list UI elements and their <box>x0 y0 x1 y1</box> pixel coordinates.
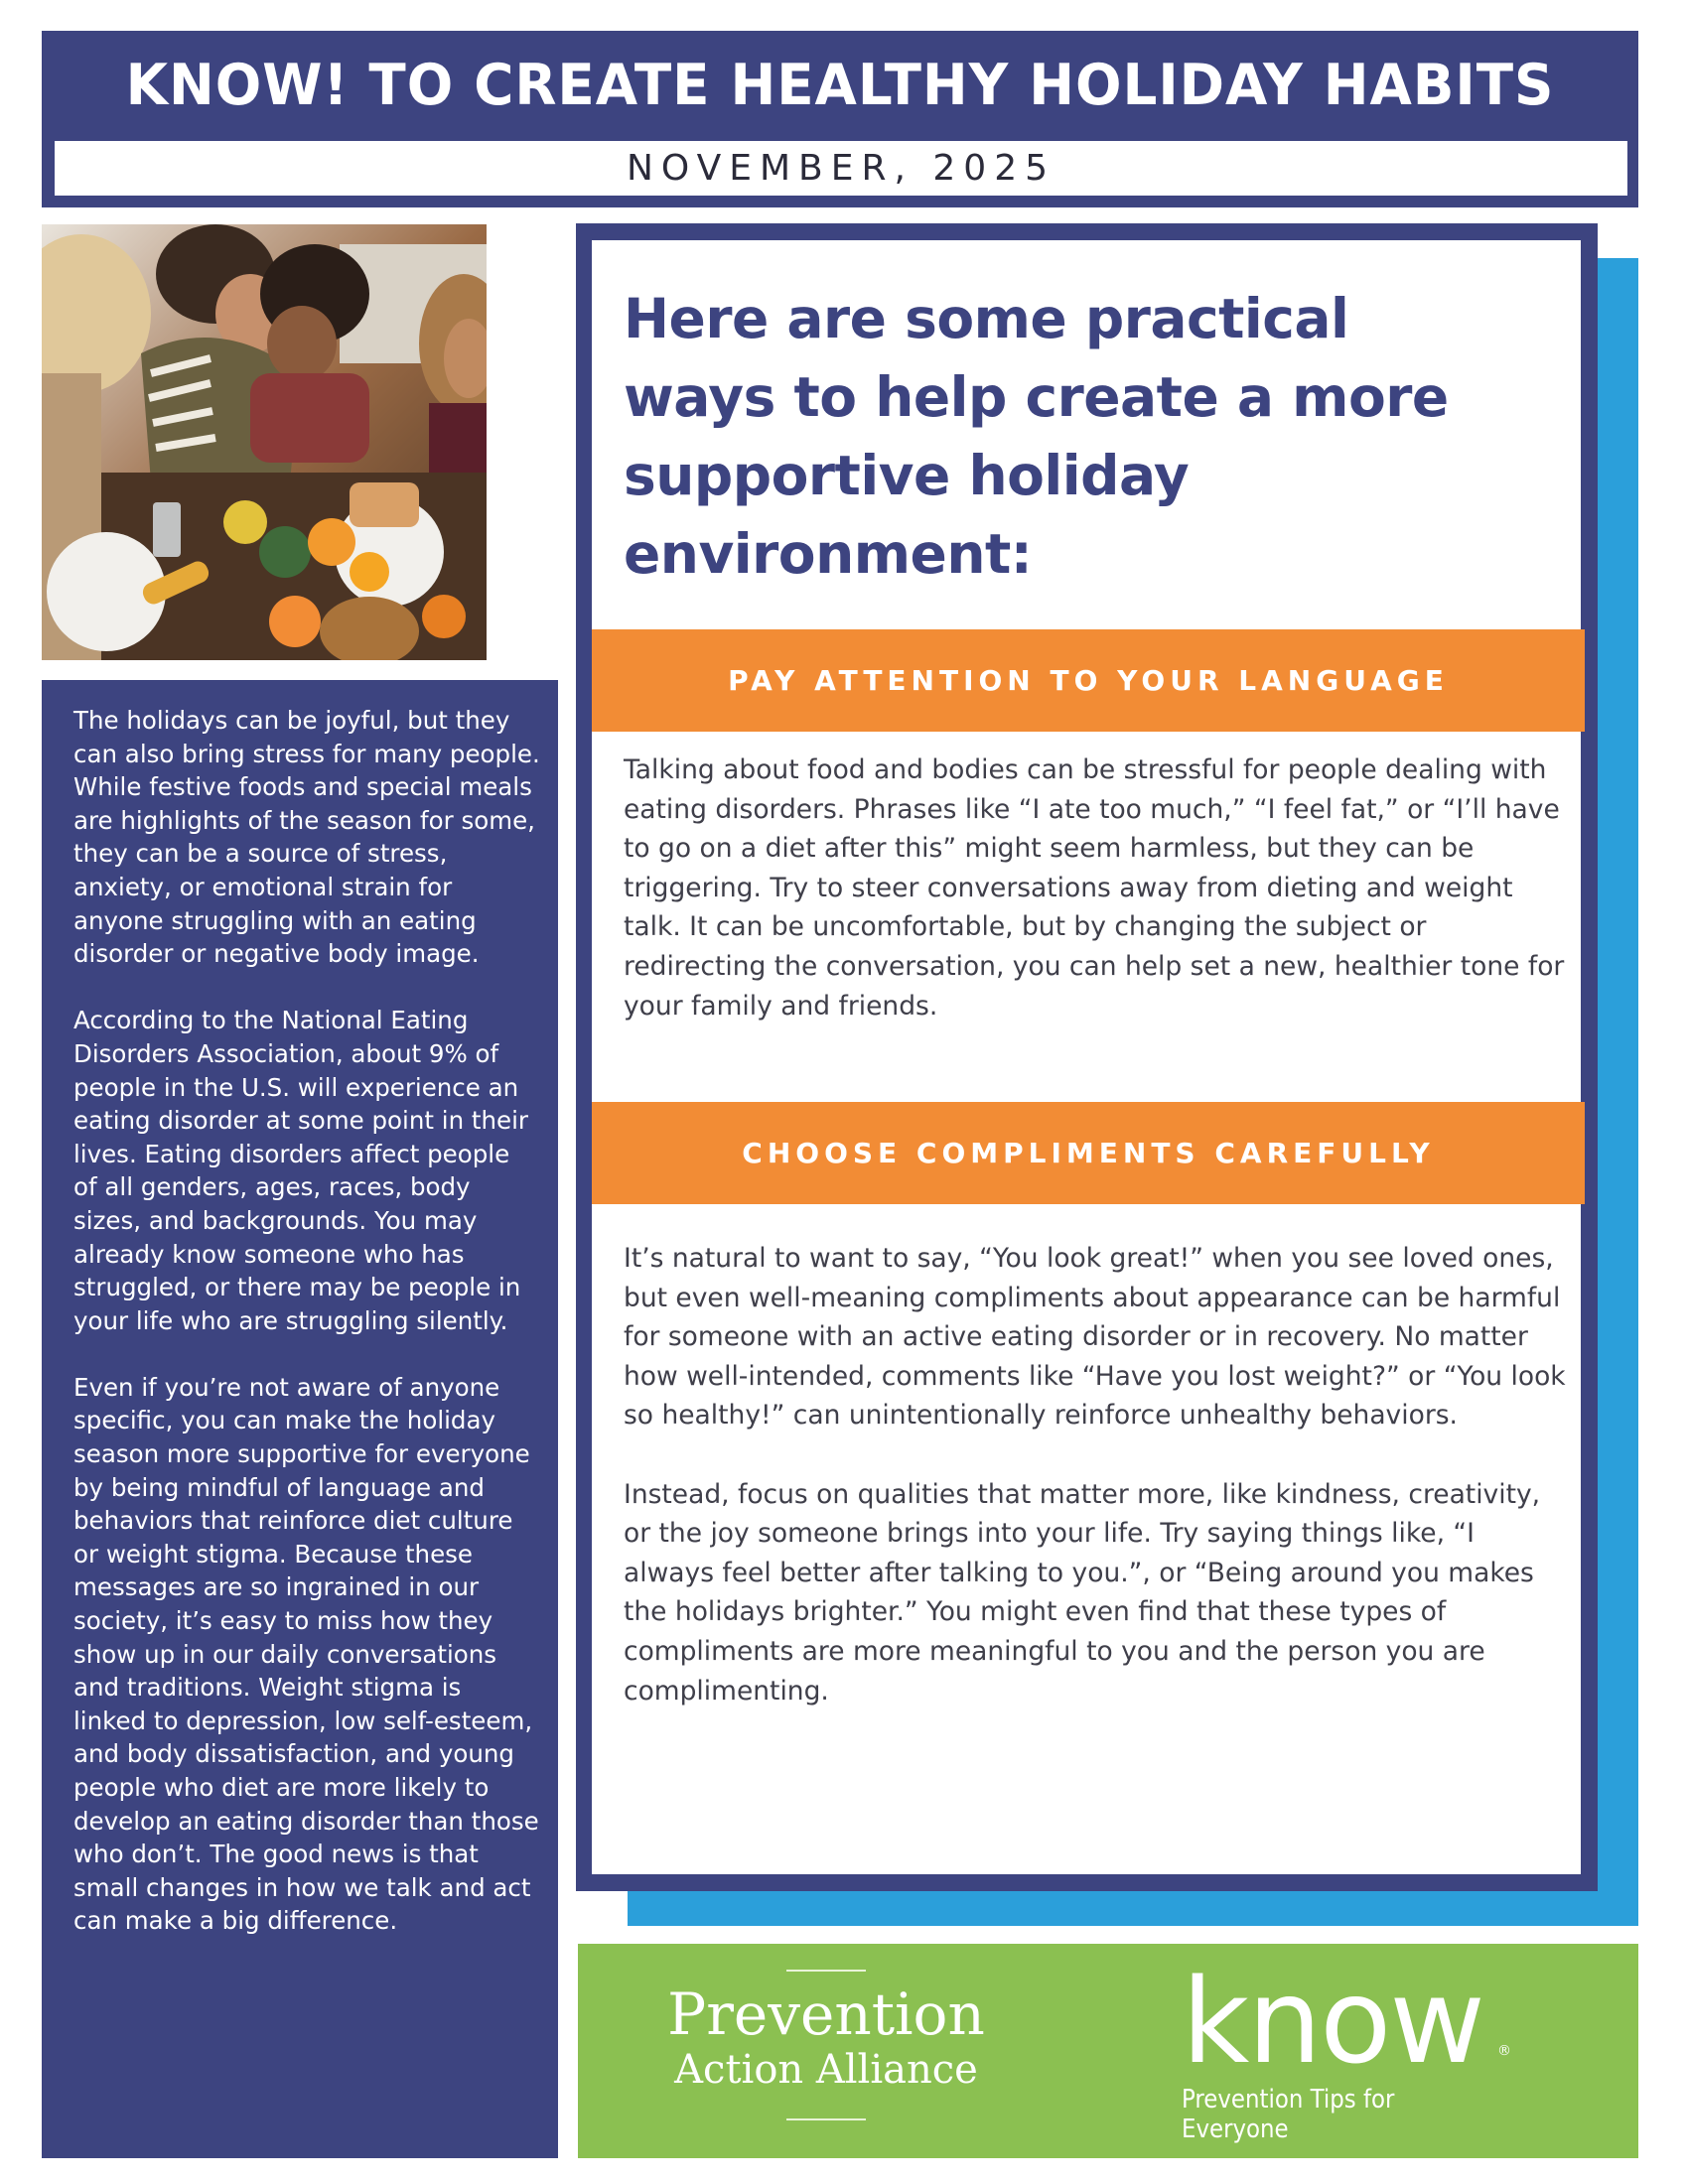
org-name-line2: Action Alliance <box>674 2047 978 2093</box>
family-dinner-photo <box>42 224 487 660</box>
registered-mark: ® <box>1497 2043 1509 2059</box>
logo-rule-top <box>786 1970 866 1972</box>
intro-paragraph-3: Even if you’re not aware of anyone specific, you can make the holiday season more supportive for everyone by being mindful of language and behaviors that reinforce diet culture or weight stigma. Because these messages are so ingrained in our society, it’s easy to miss how they show up in our daily conversations and traditions. Weight stigma is linked to depression, low self-esteem, and body dissatisfaction, and young people who diet are more likely to develop an eating disorder than those who don’t. The good news is that small changes in how we talk and act can make a big difference. <box>73 1372 539 1936</box>
tips-headline: Here are some practical ways to help create a more supportive holiday environment: <box>624 287 1449 586</box>
org-name-line1: Prevention <box>667 1980 985 2048</box>
tips-box <box>576 223 1598 1891</box>
issue-date: NOVEMBER, 2025 <box>626 148 1056 189</box>
know-wordmark-text: know <box>1182 1953 1483 2090</box>
photo-illustration <box>42 224 487 660</box>
intro-sidebar <box>42 680 558 2158</box>
prevention-action-alliance-logo <box>657 1970 995 2120</box>
section-paragraph: It’s natural to want to say, “You look great!” when you see loved ones, but even well-meaning compliments about appearance can be harmful for someone with an active eating disorder or in recovery. No matter how well-intended, comments like “Have you lost weight?” or “You look so healthy!” can unintentionally reinforce unhealthy behaviors. <box>624 1243 1566 1432</box>
date-strip <box>55 141 1627 196</box>
tips-box-content <box>592 240 1581 1874</box>
section-body-language <box>624 751 1567 1065</box>
intro-paragraph-1: The holidays can be joyful, but they can also bring stress for many people. While festive foods and special meals are highlights of the season for some, they can be a source of stress, anxiety, or emotional strain for anyone struggling with an eating disorder or negative body image. <box>73 706 540 969</box>
footer-logos <box>578 1944 1638 2158</box>
know-wordmark <box>1182 1953 1539 2090</box>
section-paragraph: Talking about food and bodies can be stressful for people dealing with eating disorders. Phrases like “I ate too much,” “I feel fat,” or “I’ll have to go on a diet after this” might seem harmless, but they can be triggering. Try to steer conversations away from dieting and weight talk. It can be uncomfortable, but by changing the subject or redirecting the conversation, you can help set a new, healthier tone for your family and friends. <box>624 754 1565 1022</box>
know-tagline: Prevention Tips for Everyone <box>1182 2085 1395 2144</box>
section-heading-compliments <box>592 1102 1585 1204</box>
section-heading-language <box>592 629 1585 732</box>
logo-rule-bottom <box>786 2118 866 2120</box>
know-logo <box>1182 1953 1539 2144</box>
section-paragraph: Instead, focus on qualities that matter more, like kindness, creativity, or the joy someone brings into your life. Try saying things like, “I always feel better after talking to you.”, or “Being around you makes the holidays brighter.” You might even find that these types of compliments are more meaningful to you and the person you are complimenting. <box>624 1478 1541 1706</box>
section-body-compliments <box>624 1239 1567 1750</box>
intro-paragraph-2: According to the National Eating Disorders Association, about 9% of people in the U.S. will experience an eating disorder at some point in their lives. Eating disorders affect people of all genders, ages, races, body sizes, and backgrounds. You may already know someone who has struggled, or there may be people in your life who are struggling silently. <box>73 1006 528 1335</box>
page-title: KNOW! TO CREATE HEALTHY HOLIDAY HABITS <box>125 53 1555 118</box>
header-banner <box>42 31 1638 207</box>
intro-text <box>73 704 540 1972</box>
section-heading-label: PAY ATTENTION TO YOUR LANGUAGE <box>728 664 1449 697</box>
section-heading-label: CHOOSE COMPLIMENTS CAREFULLY <box>742 1137 1435 1169</box>
